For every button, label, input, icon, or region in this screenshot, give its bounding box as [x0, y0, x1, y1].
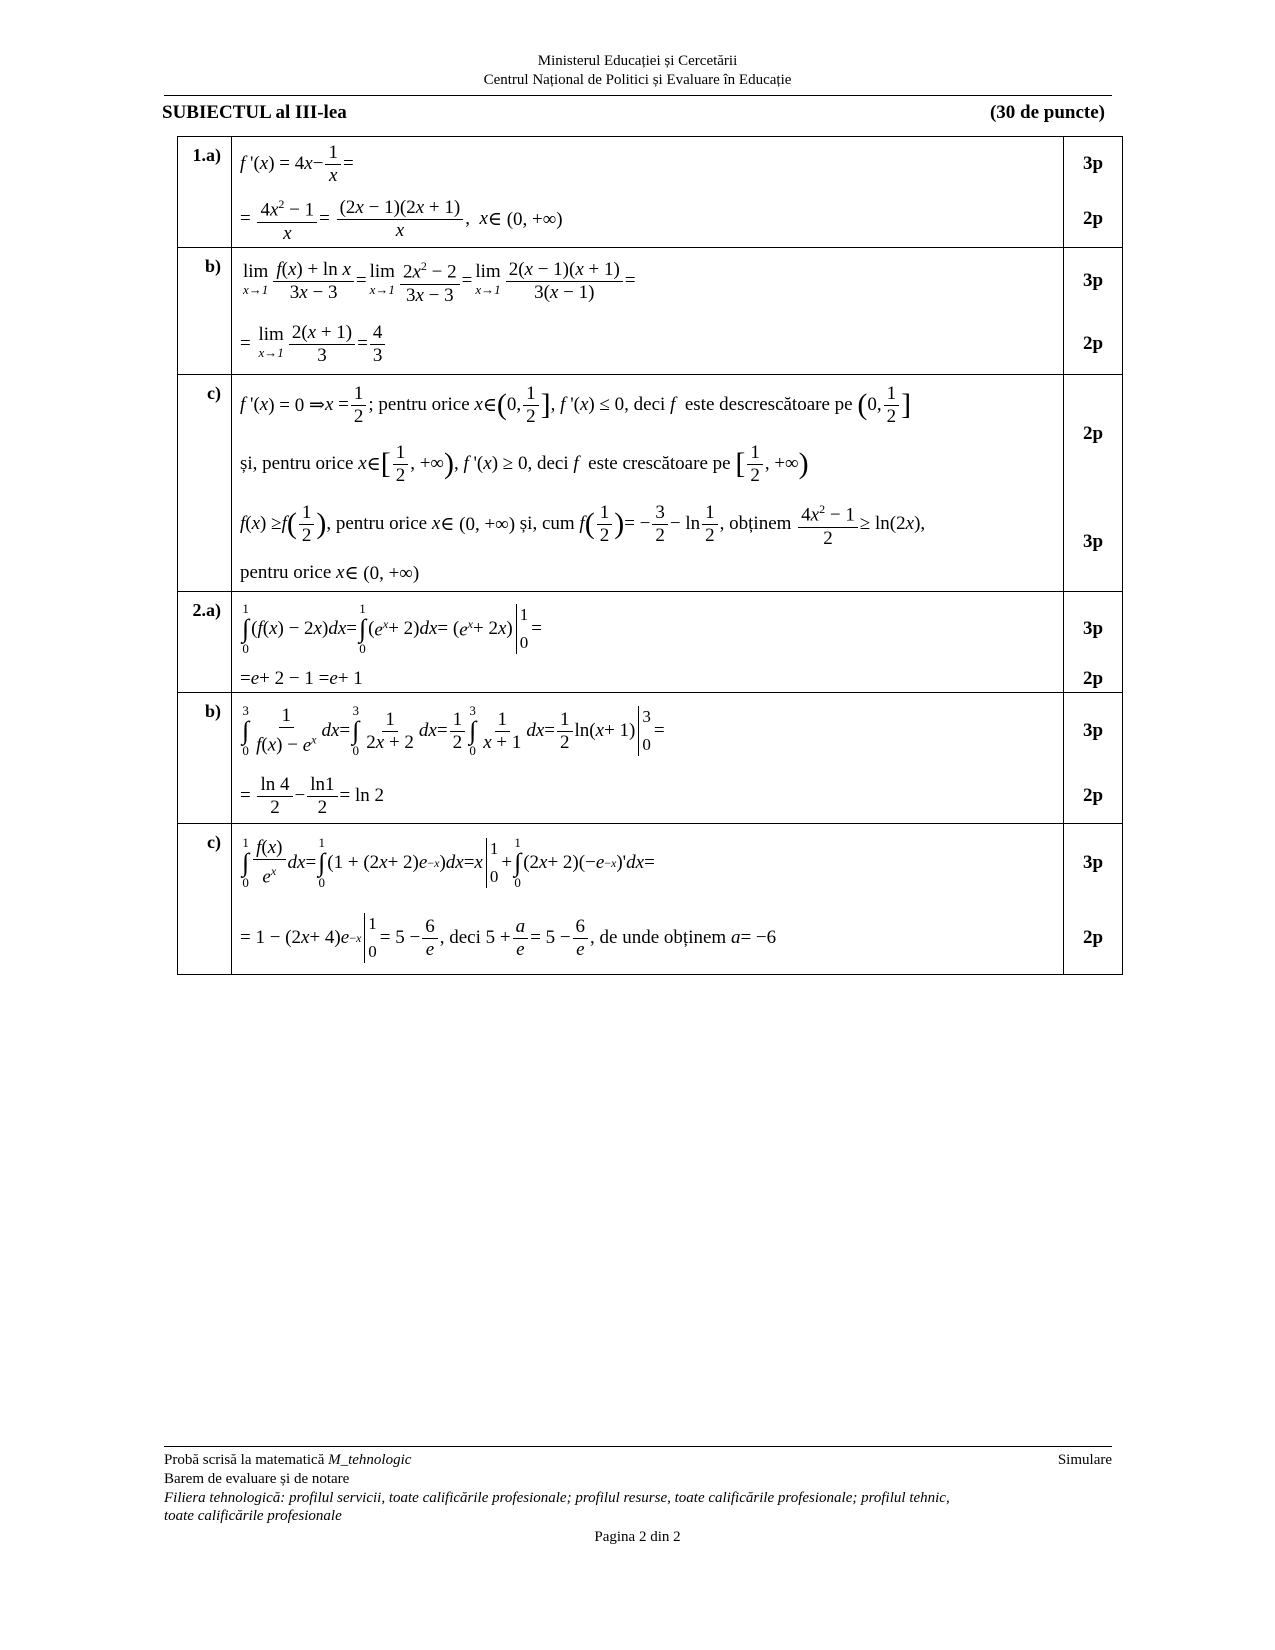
formula-line: f '( x ) = 0 ⇒ x = 1 2 ; pentru orice x ∈ ( 0, 1 2 ] , f '( x ) ≤ 0 , deci f este descrescătoare pe ( 0, 1 2 ] — [240, 382, 912, 427]
footer-line1 — [164, 1451, 411, 1469]
text-fragment: pentru orice — [240, 562, 332, 583]
points-cell — [1064, 375, 1123, 592]
text-fragment: ; pentru orice — [368, 394, 470, 415]
formula-line: 1 ∫ 0 f(x) $e^x$ dx = 1 ∫ 0 (1 + (2 x + 2) e −x ) dx = x 1 0 + 1 ∫ 0 (2 x + 2)(− e −x )' dx = — [242, 835, 655, 890]
formula-line: = e + 2 − 1 = e + 1 — [240, 668, 363, 689]
table-row — [178, 375, 1123, 592]
formula-line: = ln 4 2 − ln1 2 = ln 2 — [240, 773, 384, 818]
points-cell — [1064, 248, 1123, 375]
solution-cell — [232, 137, 1064, 248]
footer-divider — [164, 1446, 1112, 1447]
footer-line3: Filiera tehnologică: profilul servicii, toate calificările profesionale; profilul resurse, toate calificările profesionale; profilul tehnic, — [164, 1490, 950, 1506]
row-label: b) — [178, 248, 232, 375]
text-fragment: , obținem — [719, 513, 792, 534]
row-label: 2.a) — [178, 592, 232, 693]
formula-line: 1 ∫ 0 ( f ( x ) − 2 x ) dx = 1 ∫ 0 ( $e^x$ + 2) dx = ( $e^x$ + 2 x ) 1 0 = — [242, 601, 542, 656]
points-value: 3p — [1082, 531, 1104, 552]
table-row — [178, 693, 1123, 824]
solution-cell — [232, 592, 1064, 693]
formula-line: f ( x ) ≥ f ( 1 2 ) , pentru orice x ∈ (0, +∞) și, cum f ( 1 2 ) = − 3 2 − ln 1 2 , obținem $4x^2 - 1$ 2 ≥ ln(2 x ), — [240, 493, 1055, 555]
formula-line: = $4x^2 - 1$ x = (2x − 1)(2x + 1) x , x ∈ (0, +∞) — [240, 191, 1055, 247]
text-fragment: și, pentru orice — [240, 453, 354, 474]
text-fragment: este descrescătoare pe — [684, 394, 853, 415]
row-label: c) — [178, 824, 232, 975]
points-cell — [1064, 592, 1123, 693]
table-row — [178, 248, 1123, 375]
formula-line: = lim x→1 2(x + 1) 3 = 4 3 — [240, 314, 1055, 374]
formula-line: = 1 − (2 x + 4) e −x 1 0 = 5 − 6 e , deci 5 + a e = 5 − 6 e , de unde obținem a = −6 — [240, 914, 777, 961]
points-value: 3p — [1082, 720, 1104, 741]
section-points: (30 de puncte) — [989, 102, 1105, 123]
footer-exam: Probă scrisă la matematică — [164, 1452, 325, 1468]
text-fragment: , deci — [439, 927, 481, 948]
text-fragment: și, cum — [519, 513, 575, 534]
points-value: 2p — [1082, 785, 1104, 806]
footer-session: Simulare — [1057, 1452, 1112, 1468]
solution-cell — [232, 824, 1064, 975]
header-divider — [164, 95, 1112, 96]
points-value: 2p — [1082, 208, 1104, 229]
formula-line: 3 ∫ 0 1 $f(x) - e^x$ dx = 3 ∫ 0 1 2x + 2 dx = 1 2 3 ∫ 0 1 x + 1 dx = 1 2 ln( x + 1) 3 0 = — [242, 703, 665, 758]
row-label: 1.a) — [178, 137, 232, 248]
footer-exam-type: M_tehnologic — [328, 1452, 412, 1468]
points-value: 2p — [1082, 423, 1104, 444]
table-row — [178, 137, 1123, 248]
footer-line2: Barem de evaluare și de notare — [164, 1471, 350, 1487]
text-fragment: , pentru orice — [326, 513, 428, 534]
text-fragment: , deci — [527, 453, 569, 474]
points-value: 3p — [1082, 153, 1104, 174]
table-row — [178, 592, 1123, 693]
formula-line: pentru orice x ∈ (0, +∞) — [240, 562, 420, 584]
formula-line: și, pentru orice x ∈ [ 1 2 , +∞ ) , f '( x ) ≥ 0 , deci f este crescătoare pe [ 1 2 , +∞ ) — [240, 441, 809, 486]
formula-line: lim x→1 f(x) + ln x 3x − 3 = lim x→1 $2x^2 - 2$ 3x − 3 = lim x→1 2(x − 1)(x + 1) 3(x − 1) = — [240, 248, 1055, 314]
text-fragment: , de unde obținem — [590, 927, 727, 948]
row-label: b) — [178, 693, 232, 824]
points-value: 3p — [1082, 852, 1104, 873]
solution-cell — [232, 375, 1064, 592]
table-row — [178, 824, 1123, 975]
points-cell — [1064, 824, 1123, 975]
page-number: Pagina 2 din 2 — [594, 1529, 681, 1545]
row-label: c) — [178, 375, 232, 592]
solution-cell — [232, 248, 1064, 375]
formula-line: f '( x ) = 4 x − 1 x = — [240, 141, 354, 186]
points-cell — [1064, 137, 1123, 248]
solution-cell — [232, 693, 1064, 824]
points-cell — [1064, 693, 1123, 824]
ministry-header: Ministerul Educației și Cercetării — [537, 53, 738, 69]
points-value: 2p — [1082, 333, 1104, 354]
points-value: 3p — [1082, 270, 1104, 291]
points-value: 2p — [1082, 668, 1104, 689]
footer-line4: toate calificările profesionale — [164, 1508, 342, 1524]
points-value: 2p — [1082, 927, 1104, 948]
section-title: SUBIECTUL al III-lea — [162, 102, 347, 123]
grading-table — [177, 136, 1123, 975]
points-value: 3p — [1082, 618, 1104, 639]
text-fragment: , deci — [624, 394, 666, 415]
center-header: Centrul Național de Politici și Evaluare în Educație — [483, 72, 792, 88]
text-fragment: este crescătoare pe — [588, 453, 731, 474]
